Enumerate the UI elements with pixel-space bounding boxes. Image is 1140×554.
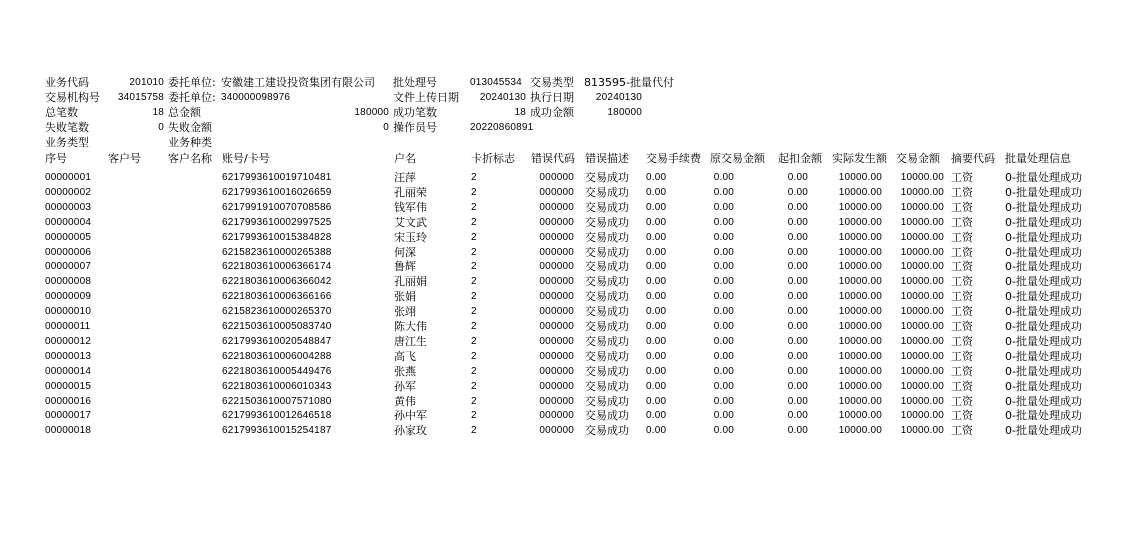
- row-txn-amount: 10000.00: [900, 306, 944, 318]
- row-error-code: 000000: [539, 395, 574, 407]
- col-header-fee: 交易手续费: [646, 152, 701, 165]
- row-txn-amount: 10000.00: [900, 246, 944, 258]
- row-holder-name: 张燕: [394, 364, 416, 378]
- row-orig-amount: 0.00: [713, 276, 734, 288]
- biz-type-label: 业务类型: [45, 136, 89, 149]
- row-holder-name: 孔丽荣: [394, 185, 427, 199]
- row-batch-info: 0-批量处理成功: [1005, 171, 1082, 184]
- col-header-error-code: 错误代码: [531, 152, 575, 165]
- row-actual-amount: 10000.00: [838, 261, 882, 273]
- row-error-code: 000000: [539, 350, 574, 362]
- row-orig-amount: 0.00: [713, 380, 734, 392]
- row-txn-amount: 10000.00: [900, 425, 944, 437]
- operator-label: 操作员号: [393, 121, 437, 134]
- entrust-unit-label: 委托单位:: [168, 76, 216, 89]
- row-fee: 0.00: [646, 291, 667, 303]
- row-orig-amount: 0.00: [713, 231, 734, 243]
- col-header-seq: 序号: [45, 152, 67, 165]
- row-fee: 0.00: [646, 321, 667, 332]
- upload-date-label: 文件上传日期: [393, 91, 459, 104]
- row-holder-name: 钱军伟: [394, 200, 427, 214]
- row-error-desc: 交易成功: [585, 320, 629, 333]
- row-account: 6221803610006366042: [222, 276, 332, 288]
- row-actual-amount: 10000.00: [838, 425, 882, 437]
- row-txn-amount: 10000.00: [900, 261, 944, 273]
- row-account: 6217993610020548847: [222, 335, 332, 347]
- fail-amount-label: 失败金额: [168, 121, 212, 134]
- row-txn-amount: 10000.00: [900, 231, 944, 243]
- row-account: 6217991910070708586: [222, 201, 332, 213]
- row-actual-amount: 10000.00: [838, 291, 882, 303]
- row-card-flag: 2: [471, 246, 477, 258]
- row-start-amount: 0.00: [787, 276, 808, 288]
- row-summary-code: 工资: [951, 185, 973, 199]
- row-error-desc: 交易成功: [585, 260, 629, 274]
- row-account: 6221503610007571080: [222, 395, 332, 407]
- row-account: 6215823610000265370: [222, 306, 332, 318]
- row-orig-amount: 0.00: [713, 410, 734, 422]
- row-fee: 0.00: [646, 261, 667, 273]
- row-card-flag: 2: [471, 216, 477, 228]
- row-account: 6217993610019710481: [222, 172, 332, 183]
- row-summary-code: 工资: [951, 320, 973, 333]
- row-batch-info: 0-批量处理成功: [1005, 305, 1082, 319]
- row-fee: 0.00: [646, 410, 667, 422]
- row-error-code: 000000: [539, 410, 574, 422]
- row-fee: 0.00: [646, 201, 667, 213]
- col-header-batch-info: 批量处理信息: [1005, 152, 1071, 165]
- col-header-txn-amount: 交易金额: [896, 152, 940, 165]
- total-amount-value: 180000: [354, 107, 389, 118]
- row-holder-name: 汪萍: [394, 171, 416, 184]
- total-amount-label: 总金额: [168, 106, 201, 119]
- row-seq: 00000011: [45, 321, 91, 332]
- row-card-flag: 2: [471, 261, 477, 273]
- row-error-desc: 交易成功: [585, 171, 629, 184]
- row-error-code: 000000: [539, 335, 574, 347]
- row-actual-amount: 10000.00: [838, 172, 882, 183]
- row-start-amount: 0.00: [787, 350, 808, 362]
- success-count-value: 18: [514, 107, 526, 118]
- batch-no-value: 013045534: [470, 77, 522, 88]
- exec-date-value: 20240130: [595, 92, 642, 103]
- row-orig-amount: 0.00: [713, 350, 734, 362]
- row-account: 6215823610000265388: [222, 246, 332, 258]
- row-summary-code: 工资: [951, 275, 973, 289]
- row-orig-amount: 0.00: [713, 246, 734, 258]
- row-fee: 0.00: [646, 276, 667, 288]
- col-header-account: 账号/卡号: [222, 152, 270, 165]
- row-holder-name: 何深: [394, 245, 416, 259]
- row-start-amount: 0.00: [787, 246, 808, 258]
- row-start-amount: 0.00: [787, 261, 808, 273]
- row-summary-code: 工资: [951, 424, 973, 438]
- row-holder-name: 宋玉玲: [394, 230, 427, 244]
- row-fee: 0.00: [646, 231, 667, 243]
- row-fee: 0.00: [646, 186, 667, 198]
- row-error-desc: 交易成功: [585, 185, 629, 199]
- row-orig-amount: 0.00: [713, 261, 734, 273]
- row-account: 6221803610006366174: [222, 261, 332, 273]
- row-fee: 0.00: [646, 425, 667, 437]
- success-count-label: 成功笔数: [393, 106, 437, 119]
- org-no-label: 交易机构号: [45, 91, 100, 104]
- row-start-amount: 0.00: [787, 291, 808, 303]
- row-seq: 00000003: [45, 201, 92, 213]
- row-start-amount: 0.00: [787, 231, 808, 243]
- row-start-amount: 0.00: [787, 335, 808, 347]
- row-summary-code: 工资: [951, 200, 973, 214]
- row-holder-name: 艾文武: [394, 215, 427, 229]
- row-txn-amount: 10000.00: [900, 216, 944, 228]
- row-orig-amount: 0.00: [713, 216, 734, 228]
- biz-code-value: 201010: [129, 77, 164, 88]
- row-error-desc: 交易成功: [585, 349, 629, 363]
- row-txn-amount: 10000.00: [900, 172, 944, 183]
- row-batch-info: 0-批量处理成功: [1005, 320, 1082, 333]
- row-holder-name: 张娟: [394, 290, 416, 304]
- entrust-unit2-value: 340000098976: [221, 92, 291, 103]
- row-error-desc: 交易成功: [585, 230, 629, 244]
- success-amount-label: 成功金额: [530, 106, 574, 119]
- row-start-amount: 0.00: [787, 410, 808, 422]
- col-header-holder: 户名: [394, 152, 416, 165]
- row-txn-amount: 10000.00: [900, 395, 944, 407]
- row-txn-amount: 10000.00: [900, 410, 944, 422]
- row-summary-code: 工资: [951, 215, 973, 229]
- row-orig-amount: 0.00: [713, 395, 734, 407]
- row-error-desc: 交易成功: [585, 334, 629, 348]
- row-fee: 0.00: [646, 335, 667, 347]
- row-batch-info: 0-批量处理成功: [1005, 275, 1082, 289]
- row-seq: 00000002: [45, 186, 92, 198]
- row-summary-code: 工资: [951, 409, 973, 423]
- row-orig-amount: 0.00: [713, 365, 734, 377]
- total-count-value: 18: [152, 107, 164, 118]
- row-error-desc: 交易成功: [585, 305, 629, 319]
- row-account: 6221803610006366166: [222, 291, 332, 303]
- entrust-unit-value: 安徽建工建设投资集团有限公司: [221, 76, 375, 89]
- row-batch-info: 0-批量处理成功: [1005, 364, 1082, 378]
- row-actual-amount: 10000.00: [838, 216, 882, 228]
- row-error-code: 000000: [539, 186, 574, 198]
- upload-date-value: 20240130: [479, 92, 526, 103]
- batch-no-label: 批处理号: [393, 76, 437, 89]
- row-txn-amount: 10000.00: [900, 201, 944, 213]
- row-seq: 00000013: [45, 350, 92, 362]
- row-card-flag: 2: [471, 395, 477, 407]
- row-seq: 00000006: [45, 246, 92, 258]
- entrust-unit2-label: 委托单位:: [168, 91, 216, 104]
- row-summary-code: 工资: [951, 334, 973, 348]
- row-error-desc: 交易成功: [585, 409, 629, 423]
- row-card-flag: 2: [471, 365, 477, 377]
- row-holder-name: 孙中军: [394, 409, 427, 423]
- row-actual-amount: 10000.00: [838, 380, 882, 392]
- row-card-flag: 2: [471, 172, 477, 183]
- row-error-code: 000000: [539, 321, 574, 332]
- success-amount-value: 180000: [607, 107, 642, 118]
- col-header-summary-code: 摘要代码: [951, 152, 995, 165]
- col-header-customer-name: 客户名称: [168, 152, 212, 165]
- row-fee: 0.00: [646, 306, 667, 318]
- row-error-desc: 交易成功: [585, 275, 629, 289]
- row-actual-amount: 10000.00: [838, 335, 882, 347]
- row-start-amount: 0.00: [787, 395, 808, 407]
- row-error-code: 000000: [539, 216, 574, 228]
- row-seq: 00000017: [45, 410, 92, 422]
- row-seq: 00000004: [45, 216, 92, 228]
- row-fee: 0.00: [646, 246, 667, 258]
- row-start-amount: 0.00: [787, 380, 808, 392]
- row-account: 6221803610006010343: [222, 380, 332, 392]
- row-seq: 00000016: [45, 395, 92, 407]
- row-start-amount: 0.00: [787, 172, 808, 183]
- col-header-card-flag: 卡折标志: [471, 152, 515, 165]
- row-txn-amount: 10000.00: [900, 291, 944, 303]
- row-batch-info: 0-批量处理成功: [1005, 200, 1082, 214]
- row-holder-name: 张翊: [394, 305, 416, 319]
- row-card-flag: 2: [471, 380, 477, 392]
- row-error-desc: 交易成功: [585, 215, 629, 229]
- fail-amount-value: 0: [383, 122, 389, 133]
- row-orig-amount: 0.00: [713, 306, 734, 318]
- row-batch-info: 0-批量处理成功: [1005, 230, 1082, 244]
- row-error-desc: 交易成功: [585, 290, 629, 304]
- row-error-code: 000000: [539, 172, 574, 183]
- row-actual-amount: 10000.00: [838, 276, 882, 288]
- row-actual-amount: 10000.00: [838, 365, 882, 377]
- row-actual-amount: 10000.00: [838, 395, 882, 407]
- fail-count-value: 0: [158, 122, 164, 133]
- row-actual-amount: 10000.00: [838, 231, 882, 243]
- row-card-flag: 2: [471, 231, 477, 243]
- row-card-flag: 2: [471, 350, 477, 362]
- row-card-flag: 2: [471, 186, 477, 198]
- row-orig-amount: 0.00: [713, 425, 734, 437]
- row-start-amount: 0.00: [787, 321, 808, 332]
- row-holder-name: 唐江生: [394, 334, 427, 348]
- row-account: 6221803610005449476: [222, 365, 332, 377]
- row-account: 6221803610006004288: [222, 350, 332, 362]
- row-holder-name: 孔丽娟: [394, 275, 427, 289]
- row-error-code: 000000: [539, 306, 574, 318]
- row-orig-amount: 0.00: [713, 186, 734, 198]
- org-no-value: 34015758: [117, 92, 164, 103]
- row-holder-name: 孙军: [394, 379, 416, 393]
- row-txn-amount: 10000.00: [900, 276, 944, 288]
- operator-value: 20220860891: [470, 122, 534, 133]
- row-batch-info: 0-批量处理成功: [1005, 409, 1082, 423]
- row-seq: 00000001: [45, 172, 92, 183]
- row-card-flag: 2: [471, 291, 477, 303]
- row-start-amount: 0.00: [787, 216, 808, 228]
- row-orig-amount: 0.00: [713, 291, 734, 303]
- row-summary-code: 工资: [951, 364, 973, 378]
- row-txn-amount: 10000.00: [900, 365, 944, 377]
- row-summary-code: 工资: [951, 290, 973, 304]
- row-orig-amount: 0.00: [713, 201, 734, 213]
- col-header-orig-amount: 原交易金额: [710, 152, 765, 165]
- row-card-flag: 2: [471, 425, 477, 437]
- row-seq: 00000009: [45, 291, 92, 303]
- row-actual-amount: 10000.00: [838, 321, 882, 332]
- row-account: 6217993610015384828: [222, 231, 332, 243]
- row-start-amount: 0.00: [787, 186, 808, 198]
- row-error-code: 000000: [539, 276, 574, 288]
- row-seq: 00000015: [45, 380, 92, 392]
- row-txn-amount: 10000.00: [900, 350, 944, 362]
- row-actual-amount: 10000.00: [838, 186, 882, 198]
- biz-code-label: 业务代码: [45, 76, 89, 89]
- row-error-code: 000000: [539, 425, 574, 437]
- row-error-code: 000000: [539, 246, 574, 258]
- row-card-flag: 2: [471, 410, 477, 422]
- row-orig-amount: 0.00: [713, 321, 734, 332]
- txn-type-value: 813595-批量代付: [584, 76, 674, 89]
- row-summary-code: 工资: [951, 379, 973, 393]
- row-error-code: 000000: [539, 231, 574, 243]
- row-error-code: 000000: [539, 380, 574, 392]
- row-error-desc: 交易成功: [585, 245, 629, 259]
- row-batch-info: 0-批量处理成功: [1005, 379, 1082, 393]
- row-batch-info: 0-批量处理成功: [1005, 215, 1082, 229]
- row-error-desc: 交易成功: [585, 424, 629, 438]
- row-card-flag: 2: [471, 335, 477, 347]
- row-seq: 00000010: [45, 306, 92, 318]
- biz-kind-label: 业务种类: [168, 136, 212, 149]
- col-header-actual-amount: 实际发生额: [832, 152, 887, 165]
- row-actual-amount: 10000.00: [838, 201, 882, 213]
- row-summary-code: 工资: [951, 349, 973, 363]
- row-actual-amount: 10000.00: [838, 246, 882, 258]
- row-batch-info: 0-批量处理成功: [1005, 394, 1082, 408]
- row-holder-name: 陈大伟: [394, 320, 427, 333]
- row-account: 6217993610015254187: [222, 425, 332, 437]
- row-orig-amount: 0.00: [713, 335, 734, 347]
- row-start-amount: 0.00: [787, 425, 808, 437]
- col-header-customer-no: 客户号: [108, 152, 141, 165]
- row-batch-info: 0-批量处理成功: [1005, 185, 1082, 199]
- row-txn-amount: 10000.00: [900, 186, 944, 198]
- row-fee: 0.00: [646, 395, 667, 407]
- row-summary-code: 工资: [951, 171, 973, 184]
- row-holder-name: 鲁辉: [394, 260, 416, 274]
- row-txn-amount: 10000.00: [900, 335, 944, 347]
- row-fee: 0.00: [646, 350, 667, 362]
- txn-type-label: 交易类型: [530, 76, 574, 89]
- row-seq: 00000008: [45, 276, 92, 288]
- row-error-desc: 交易成功: [585, 364, 629, 378]
- exec-date-label: 执行日期: [530, 91, 574, 104]
- row-start-amount: 0.00: [787, 201, 808, 213]
- col-header-error-desc: 错误描述: [585, 152, 629, 165]
- row-fee: 0.00: [646, 216, 667, 228]
- row-txn-amount: 10000.00: [900, 321, 944, 332]
- row-batch-info: 0-批量处理成功: [1005, 245, 1082, 259]
- row-card-flag: 2: [471, 276, 477, 288]
- row-actual-amount: 10000.00: [838, 410, 882, 422]
- row-error-desc: 交易成功: [585, 394, 629, 408]
- row-actual-amount: 10000.00: [838, 306, 882, 318]
- row-seq: 00000012: [45, 335, 92, 347]
- row-error-desc: 交易成功: [585, 200, 629, 214]
- row-fee: 0.00: [646, 365, 667, 377]
- row-batch-info: 0-批量处理成功: [1005, 260, 1082, 274]
- row-holder-name: 高飞: [394, 349, 416, 363]
- row-start-amount: 0.00: [787, 306, 808, 318]
- row-summary-code: 工资: [951, 260, 973, 274]
- row-account: 6221503610005083740: [222, 321, 332, 332]
- row-fee: 0.00: [646, 172, 667, 183]
- row-seq: 00000005: [45, 231, 92, 243]
- row-fee: 0.00: [646, 380, 667, 392]
- row-error-code: 000000: [539, 365, 574, 377]
- row-holder-name: 孙家玫: [394, 424, 427, 438]
- row-txn-amount: 10000.00: [900, 380, 944, 392]
- row-holder-name: 黄伟: [394, 394, 416, 408]
- row-seq: 00000007: [45, 261, 92, 273]
- row-error-desc: 交易成功: [585, 379, 629, 393]
- fail-count-label: 失败笔数: [45, 121, 89, 134]
- row-orig-amount: 0.00: [713, 172, 734, 183]
- row-batch-info: 0-批量处理成功: [1005, 349, 1082, 363]
- total-count-label: 总笔数: [45, 106, 78, 119]
- row-account: 6217993610002997525: [222, 216, 332, 228]
- row-error-code: 000000: [539, 291, 574, 303]
- row-batch-info: 0-批量处理成功: [1005, 290, 1082, 304]
- row-card-flag: 2: [471, 321, 477, 332]
- row-actual-amount: 10000.00: [838, 350, 882, 362]
- row-seq: 00000014: [45, 365, 92, 377]
- row-card-flag: 2: [471, 306, 477, 318]
- row-start-amount: 0.00: [787, 365, 808, 377]
- row-card-flag: 2: [471, 201, 477, 213]
- row-account: 6217993610016026659: [222, 186, 332, 198]
- row-account: 6217993610012646518: [222, 410, 332, 422]
- row-error-code: 000000: [539, 261, 574, 273]
- col-header-start-amount: 起扣金额: [778, 152, 822, 165]
- row-summary-code: 工资: [951, 245, 973, 259]
- row-summary-code: 工资: [951, 230, 973, 244]
- row-batch-info: 0-批量处理成功: [1005, 334, 1082, 348]
- row-seq: 00000018: [45, 425, 92, 437]
- row-batch-info: 0-批量处理成功: [1005, 424, 1082, 438]
- row-summary-code: 工资: [951, 394, 973, 408]
- row-error-code: 000000: [539, 201, 574, 213]
- row-summary-code: 工资: [951, 305, 973, 319]
